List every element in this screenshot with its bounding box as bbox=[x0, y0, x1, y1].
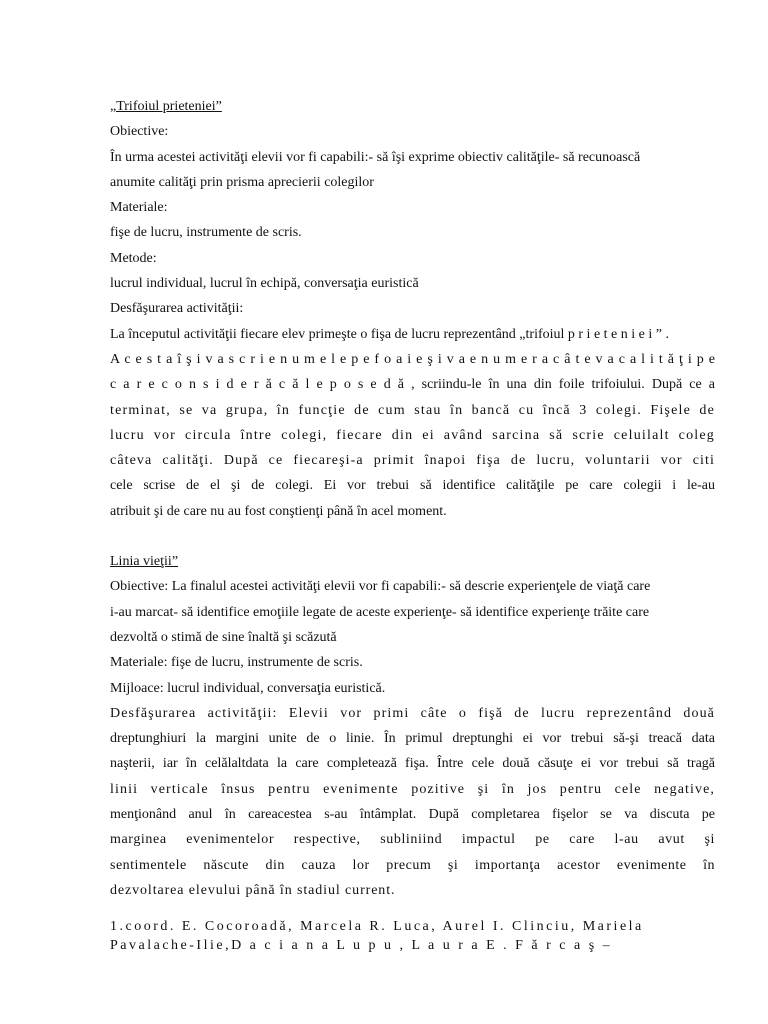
methods-text: lucrul individual, lucrul în echipă, conversaţia euristică bbox=[110, 276, 419, 292]
document-page bbox=[110, 94, 715, 955]
section-spacer bbox=[110, 524, 715, 549]
materials-text: fişe de lucru, instrumente de scris. bbox=[110, 225, 302, 241]
activity-heading: Desfăşurarea activităţii: bbox=[110, 301, 244, 317]
objectives-text-line: anumite calităţi prin prisma aprecierii colegilor bbox=[110, 174, 374, 190]
reference-line: Pavalache-Ilie,D a c i a n a L u p u , L a u r a E . F ă r c a ş – bbox=[110, 938, 613, 954]
section2-activity-line: naşterii, iar în celălaltdata la care completează fişa. Între cele două căsuţe ei vor trebui să tragă bbox=[110, 756, 715, 772]
activity-text-line: La începutul activităţii fiecare elev primeşte o fişa de lucru reprezentând „trifoiul p r i e t e n i e i ” . bbox=[110, 326, 669, 342]
activity-text-line: terminat, se va grupa, în funcţie de cum stau în bancă cu încă 3 colegi. Fişele de bbox=[110, 402, 715, 418]
section2-activity-line: marginea evenimentelor respective, subliniind impactul pe care l-au avut şi bbox=[110, 832, 715, 848]
activity-text-line: c a r e c o n s i d e r ă c ă l e p o s e d ă , scriindu-le în una din foile trifoiului. După ce a bbox=[110, 377, 715, 393]
section2-objectives-line: Obiective: La finalul acestei activităţi elevii vor fi capabili:- să descrie experienţele de viaţă care bbox=[110, 579, 651, 595]
section2-activity-line: Desfăşurarea activităţii: Elevii vor primi câte o fişă de lucru reprezentând două bbox=[110, 705, 715, 721]
section1-title: „Trifoiul prieteniei” bbox=[110, 99, 222, 114]
activity-text-line: atribuit şi de care nu au fost conştienţi până în acel moment. bbox=[110, 503, 447, 519]
section2-activity-line: menţionând anul în careacestea s-au întâmplat. După completarea fişelor se va discuta pe bbox=[110, 807, 715, 823]
reference-line: 1.coord. E. Cocoroadă, Marcela R. Luca, Aurel I. Clinciu, Mariela bbox=[110, 919, 644, 935]
activity-text-line: cele scrise de el şi de colegi. Ei vor trebui să identifice calităţile pe care colegii i le-au bbox=[110, 478, 715, 494]
section2-materials: Materiale: fişe de lucru, instrumente de scris. bbox=[110, 655, 363, 671]
section2-activity-line: sentimentele născute din cauza lor precum şi importanţa acestor evenimente în bbox=[110, 857, 715, 873]
activity-text-line: câteva calităţi. După ce fiecareşi-a primit înapoi fişa de lucru, voluntarii vor citi bbox=[110, 453, 715, 469]
methods-heading: Metode: bbox=[110, 250, 157, 266]
section2-objectives-line: dezvoltă o stimă de sine înaltă şi scăzută bbox=[110, 629, 337, 645]
reference-citation bbox=[110, 917, 715, 955]
section2-objectives-line: i-au marcat- să identifice emoţiile legate de aceste experienţe- să identifice experienţe trăite care bbox=[110, 604, 650, 620]
section2-title: Linia vieţii” bbox=[110, 554, 179, 570]
section2-activity-line: dreptunghiuri la margini unite de o linie. În primul dreptunghi ei vor trebui să-şi treacă data bbox=[110, 731, 715, 747]
activity-text-line: lucru vor circula între colegi, fiecare din ei având sarcina să scrie celuilalt coleg bbox=[110, 427, 715, 443]
section2-means: Mijloace: lucrul individual, conversaţia euristică. bbox=[110, 680, 386, 696]
section2-activity-line: linii verticale însus pentru evenimente pozitive şi în jos pentru cele negative, bbox=[110, 781, 715, 797]
activity-text-line: A c e s t a î ş i v a s c r i e n u m e l e p e f o a i e ş i v a e n u m e r a c â t e v a c a l i t ă ţ i p e bbox=[110, 351, 715, 367]
objectives-text-line: În urma acestei activităţi elevii vor fi capabili:- să îşi exprime obiectiv calităţile- să recunoască bbox=[110, 149, 641, 165]
section2-activity-line: dezvoltarea elevului până în stadiul current. bbox=[110, 882, 396, 898]
objectives-heading: Obiective: bbox=[110, 124, 169, 140]
materials-heading: Materiale: bbox=[110, 200, 168, 216]
